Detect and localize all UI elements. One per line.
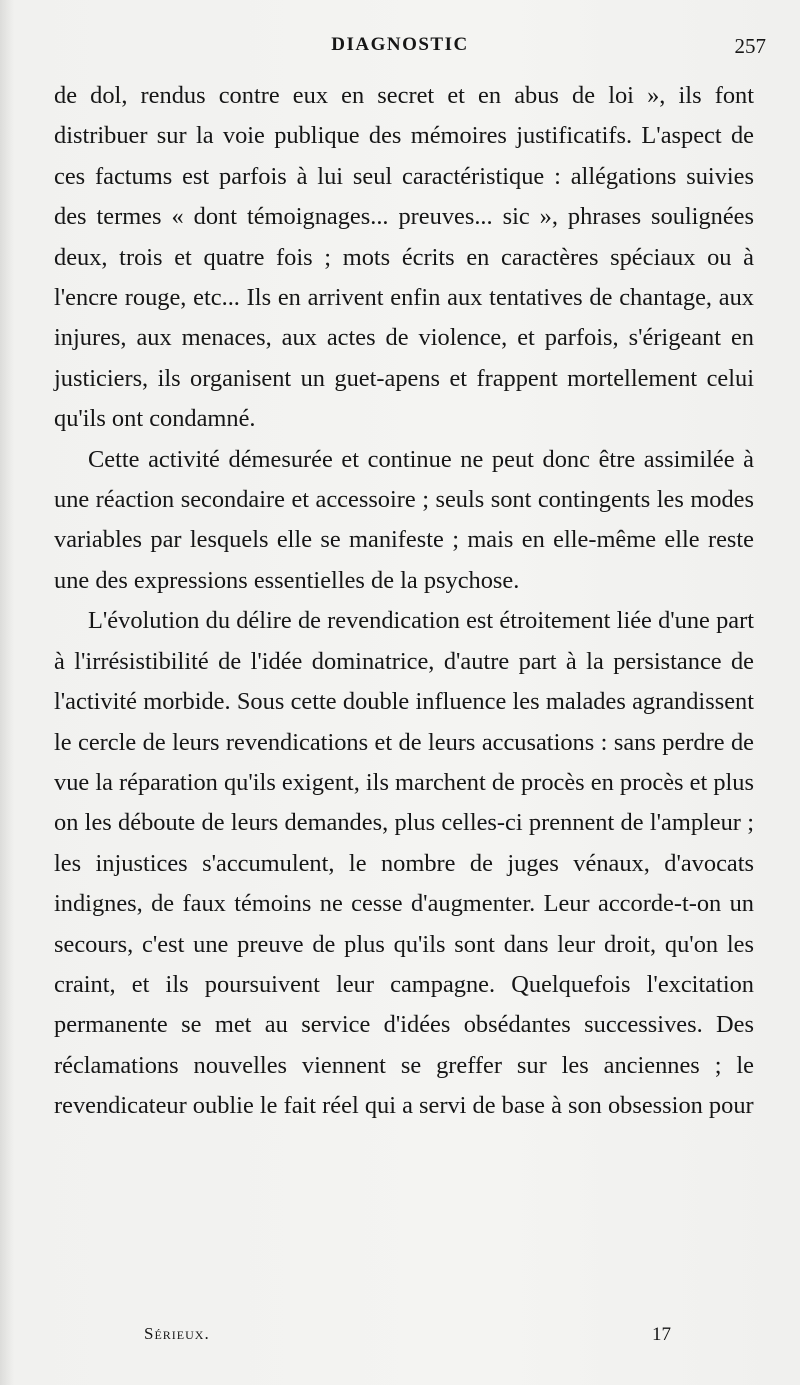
page-footer: [0, 1324, 800, 1352]
paragraph-continuation: de dol, rendus contre eux en secret et en abus de loi », ils font distribuer sur la voie publique des mémoires justificatifs. L'aspect de ces factums est parfois à lui seul caractéristique : allégations suivies des termes « dont témoignages... preuves... sic », phrases soulignées deux, trois et quatre fois ; mots écrits en caractères spéciaux ou à l'encre rouge, etc... Ils en arrivent enfin aux tentatives de chantage, aux injures, aux menaces, aux actes de violence, et parfois, s'érigeant en justiciers, ils organisent un guet-apens et frappent mortellement celui qu'ils ont condamné.: [54, 82, 754, 433]
page-number: 257: [734, 34, 766, 58]
paragraph-activity: Cette activité démesurée et continue ne peut donc être assimilée à une réaction secondaire et accessoire ; seuls sont contingents les modes variables par lesquels elle se manifeste ; mais en elle-même elle reste une des expressions essentielles de la psychose.: [54, 445, 754, 594]
paragraph-evolution: L'évolution du délire de revendication est étroitement liée d'une part à l'irrésistibilité de l'idée dominatrice, d'autre part à la persistance de l'activité morbide. Sous cette double influence les malades agrandissent le cercle de leurs revendications et de leurs accusations : sans perdre de vue la réparation qu'ils exigent, ils marchent de procès en procès et plus on les déboute de leurs demandes, plus celles-ci prennent de l'ampleur ; les injustices s'accumulent, le nombre de juges vénaux, d'avocats indignes, de faux témoins ne cesse d'augmenter. Leur accorde-t-on un secours, c'est une preuve de plus qu'ils sont dans leur droit, qu'on les craint, et ils poursuivent leur campagne. Quelquefois l'excitation permanente se met au service d'idées obsédantes successives. Des réclamations nouvelles viennent se greffer sur les anciennes ; le revendicateur oublie le fait réel qui a servi de base à son obsession pour: [54, 607, 754, 1120]
signature-mark: 17: [652, 1324, 671, 1345]
body-text: [54, 76, 754, 1127]
running-head: [0, 34, 800, 64]
author-name: Sérieux.: [144, 1324, 210, 1343]
running-title: DIAGNOSTIC: [331, 34, 469, 55]
